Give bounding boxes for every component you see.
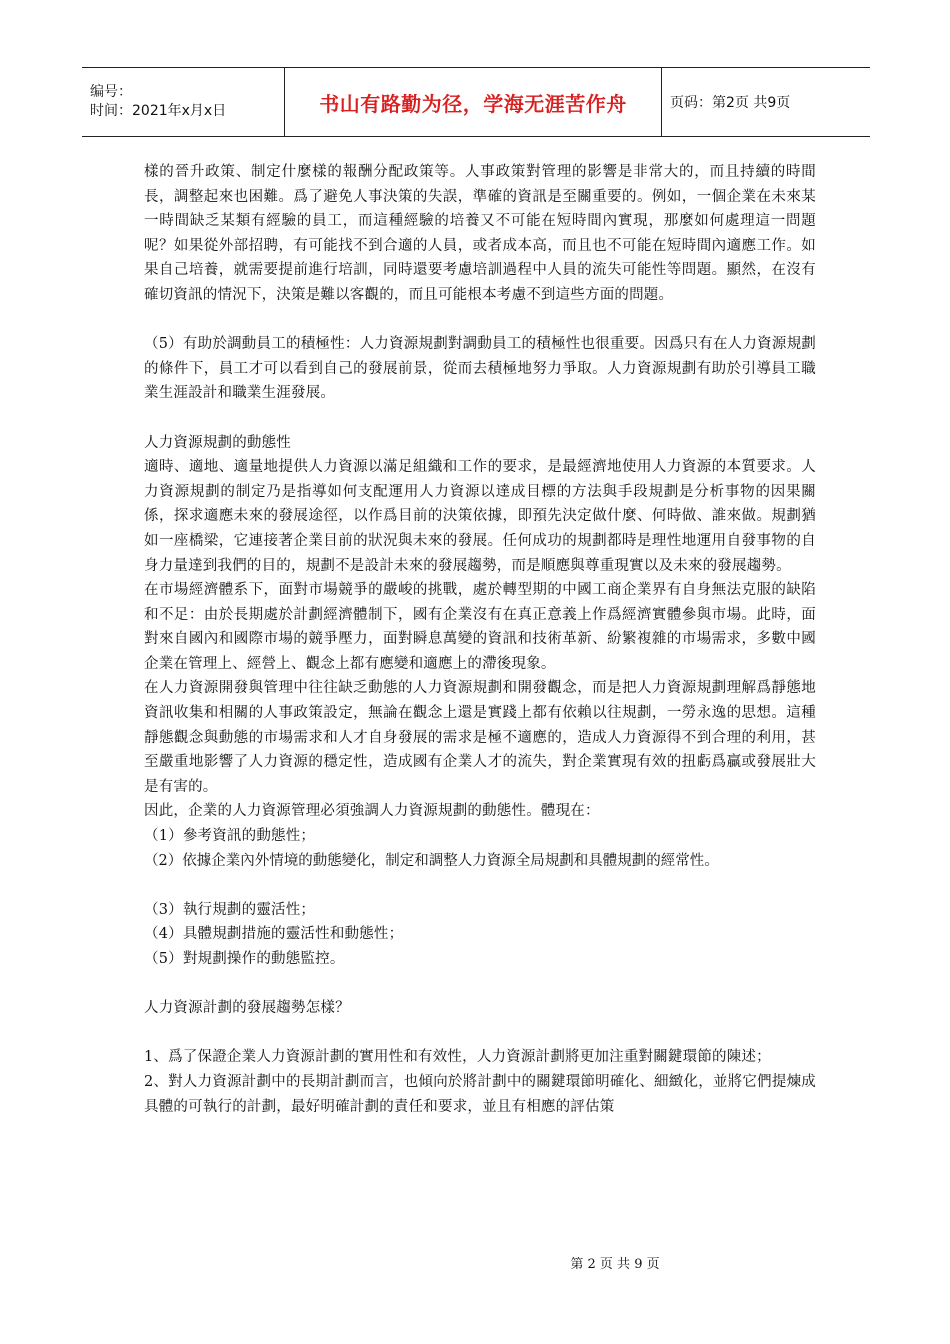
paragraph-hr-policy: 樣的晉升政策、制定什麼樣的報酬分配政策等。人事政策對管理的影響是非常大的，而且持續的時間長，調整起來也困難。爲了避免人事決策的失誤，準確的資訊是至關重要的。例如，一個企業在未來某一時間缺乏某類有經驗的員工，而這種經驗的培養又不可能在短時間內實現，那麼如何處理這一問題呢？如果從外部招聘，有可能找不到合適的人員，或者成本高，而且也不可能在短時間內適應工作。如果自己培養，就需要提前進行培訓，同時還要考慮培訓過程中人員的流失可能性等問題。顯然，在沒有確切資訊的情況下，決策是難以客觀的，而且可能根本考慮不到這些方面的問題。 xyxy=(144,164,816,303)
list-item-3: （3）執行規劃的靈活性； xyxy=(144,901,316,918)
list-item-1: （1）參考資訊的動態性； xyxy=(144,828,316,845)
blank-line xyxy=(144,406,816,431)
blank-line xyxy=(144,1021,816,1046)
paragraph-planning-essence: 適時、適地、適量地提供人力資源以滿足組織和工作的要求，是最經濟地使用人力資源的本質要求。人力資源規劃的制定乃是指導如何支配運用人力資源以達成目標的方法與手段規劃是分析事物的因果關係，探求適應未來的發展途徑，以作爲目前的決策依據，即預先決定做什麼、何時做、誰來做。規劃猶如一座橋梁，它連接著企業目前的狀況與未來的發展。任何成功的規劃都時是理性地運用自發事物的自身力量達到我們的目的，規劃不是設計未來的發展趨勢，而是順應與尊重現實以及未來的發展趨勢。 xyxy=(144,459,816,574)
blank-line xyxy=(144,873,816,898)
paragraph-market-economy: 在市場經濟體系下，面對市場競爭的嚴峻的挑戰，處於轉型期的中國工商企業界有自身無法克服的缺陷和不足：由於長期處於計劃經濟體制下，國有企業沒有在真正意義上作爲經濟實體參與市場。此時，面對來自國內和國際市場的競爭壓力，面對瞬息萬變的資訊和技術革新、紛繁複雜的市場需求，多數中國企業在管理上、經營上、觀念上都有應變和適應上的滯後現象。 xyxy=(144,582,816,672)
header-motto: 书山有路勤为径，学海无涯苦作舟 xyxy=(285,68,662,137)
list-item-5: （5）對規劃操作的動態監控。 xyxy=(144,951,345,967)
document-date-label: 时间：2021年x月x日 xyxy=(90,103,227,119)
page-footer xyxy=(0,1253,950,1272)
section-heading-dynamics: 人力資源規劃的動態性 xyxy=(144,434,291,451)
blank-line xyxy=(144,972,816,997)
header-meta-cell xyxy=(82,68,285,137)
paragraph-motivation: （5）有助於調動員工的積極性：人力資源規劃對調動員工的積極性也很重要。因爲只有在人力資源規劃的條件下，員工才可以看到自己的發展前景，從而去積極地努力爭取。人力資源規劃有助於引導員工職業生涯設計和職業生涯發展。 xyxy=(144,336,816,402)
paragraph-therefore: 因此，企業的人力資源管理必須強調人力資源規劃的動態性。體現在： xyxy=(144,803,600,820)
trend-item-1: 1、爲了保證企業人力資源計劃的實用性和有效性，人力資源計劃將更加注重對關鍵環節的陳述； xyxy=(144,1049,771,1066)
document-body xyxy=(144,160,816,1119)
header-page-number: 页码：第2页 共9页 xyxy=(662,68,871,137)
list-item-4: （4）具體規劃措施的靈活性和動態性； xyxy=(144,926,404,943)
list-item-2: （2）依據企業內外情境的動態變化，制定和調整人力資源全局規劃和具體規劃的經常性。 xyxy=(144,852,719,869)
trend-item-2: 2、對人力資源計劃中的長期計劃而言，也傾向於將計劃中的關鍵環節明確化、細緻化，並將它們提煉成具體的可執行的計劃，最好明確計劃的責任和要求，並且有相應的評估策 xyxy=(144,1073,816,1115)
blank-line xyxy=(144,308,816,333)
paragraph-static-concept: 在人力資源開發與管理中往往缺乏動態的人力資源規劃和開發觀念，而是把人力資源規劃理解爲靜態地資訊收集和相關的人事政策設定，無論在觀念上還是實踐上都有依賴以往規劃，一勞永逸的思想。這種靜態觀念與動態的市場需求和人才自身發展的需求是極不適應的，造成人力資源得不到合理的利用，甚至嚴重地影響了人力資源的穩定性，造成國有企業人才的流失，對企業實現有效的扭虧爲贏或發展壯大是有害的。 xyxy=(144,680,816,795)
footer-page-number: 第 2 页 共 9 页 xyxy=(570,1257,660,1272)
page-header xyxy=(82,67,870,137)
document-code-label: 编号： xyxy=(90,84,132,100)
section-heading-trends: 人力資源計劃的發展趨勢怎樣？ xyxy=(144,1000,350,1017)
